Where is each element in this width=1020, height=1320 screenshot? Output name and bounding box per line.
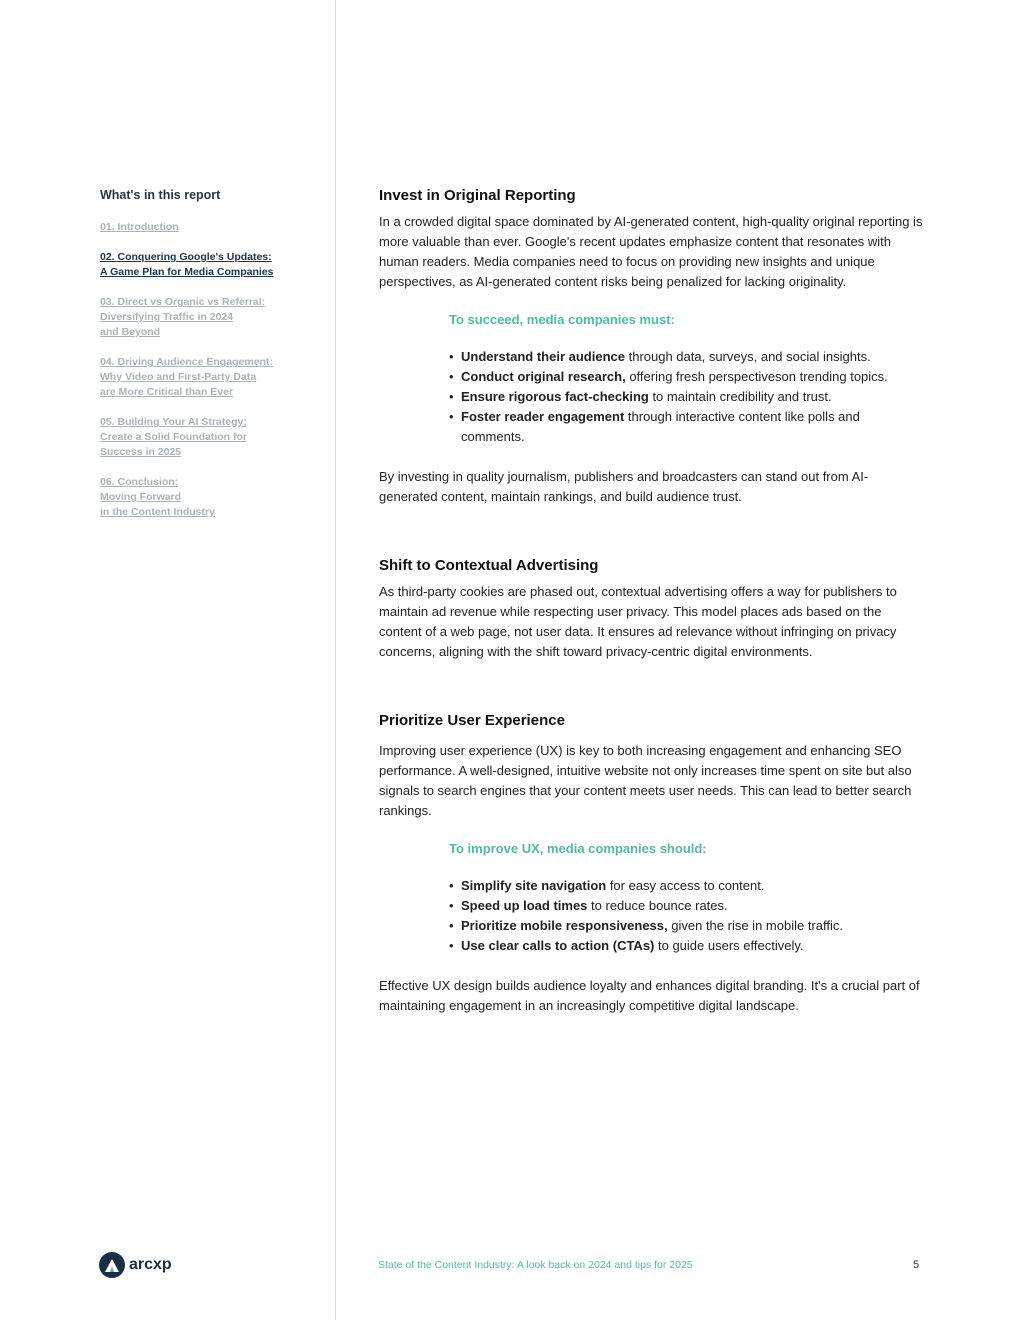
toc-link-2[interactable]: 02. Conquering Google's Updates: A Game Plan for Media Companies <box>100 251 274 278</box>
bullet-list <box>449 347 924 447</box>
list-item-text: for easy access to content. <box>606 878 765 893</box>
section-heading: Shift to Contextual Advertising <box>379 557 599 574</box>
list-item <box>449 367 924 387</box>
section-body: Improving user experience (UX) is key to both increasing engagement and enhancing SEO performance. A well-designed, intuitive website not only increases time spent on site but also signals to search engines that your content meets user needs. This can lead to better search rankings. <box>379 743 912 818</box>
list-item-bold: Speed up load times <box>461 898 588 913</box>
arcxp-logo <box>99 1252 172 1278</box>
footer-title: State of the Content Industry: A look back on 2024 and tips for 2025 <box>378 1259 693 1271</box>
toc-link-3[interactable]: 03. Direct vs Organic vs Referral: Diversifying Traffic in 2024 and Beyond <box>100 296 266 338</box>
section-closing: Effective UX design builds audience loyalty and enhances digital branding. It's a crucial part of maintaining engagement in an increasingly competitive digital landscape. <box>379 978 920 1013</box>
list-item-bold: Conduct original research, <box>461 369 626 384</box>
list-item-bold: Use clear calls to action (CTAs) <box>461 938 655 953</box>
section-closing: By investing in quality journalism, publishers and broadcasters can stand out from AI-generated content, maintain rankings, and build audience trust. <box>379 469 869 504</box>
list-item <box>449 347 924 367</box>
arcxp-logo-icon <box>99 1252 125 1278</box>
list-item-text: through data, surveys, and social insights. <box>624 349 871 364</box>
section-body: As third-party cookies are phased out, contextual advertising offers a way for publishers to maintain ad revenue while respecting user privacy. This model places ads based on the content of a web page, not user data. It ensures ad relevance without infringing on privacy concerns, aligning with the shift toward privacy-centric digital environments. <box>379 584 897 659</box>
list-item <box>449 936 924 956</box>
section-body: In a crowded digital space dominated by AI-generated content, high-quality original reporting is more valuable than ever. Google's recent updates emphasize content that resonates with human readers. Media companies need to focus on providing new insights and unique perspectives, as AI-generated content risks being penalized for lacking originality. <box>379 214 923 289</box>
section-heading: Prioritize User Experience <box>379 712 565 729</box>
logo-text: arcxp <box>129 1256 172 1273</box>
section-user-experience <box>379 712 924 1016</box>
toc-title: What's in this report <box>100 188 221 202</box>
list-item-text: offering fresh perspectiveson trending topics. <box>625 369 888 384</box>
list-item-text: through interactive content like polls and comments. <box>461 409 860 444</box>
list-intro: To succeed, media companies must: <box>449 312 675 327</box>
toc-link-5[interactable]: 05. Building Your AI Strategy: Create a Solid Foundation for Success in 2025 <box>100 416 248 458</box>
list-item <box>449 876 924 896</box>
list-item <box>449 407 924 447</box>
list-item-text: given the rise in mobile traffic. <box>667 918 843 933</box>
toc-link-1[interactable]: 01. Introduction <box>100 221 179 233</box>
table-of-contents <box>100 188 320 535</box>
list-item-bold: Ensure rigorous fact-checking <box>461 389 649 404</box>
list-item <box>449 896 924 916</box>
bullet-list <box>449 876 924 956</box>
list-item-text: to guide users effectively. <box>654 938 804 953</box>
section-original-reporting <box>379 187 924 507</box>
list-item-bold: Understand their audience <box>461 349 625 364</box>
list-item-text: to reduce bounce rates. <box>587 898 728 913</box>
list-intro: To improve UX, media companies should: <box>449 841 707 856</box>
toc-link-4[interactable]: 04. Driving Audience Engagement: Why Video and First-Party Data are More Critical than Ever <box>100 356 273 398</box>
list-item-bold: Foster reader engagement <box>461 409 625 424</box>
section-contextual-advertising <box>379 557 924 662</box>
list-item-text: to maintain credibility and trust. <box>648 389 832 404</box>
list-item <box>449 387 924 407</box>
list-item-bold: Prioritize mobile responsiveness, <box>461 918 668 933</box>
toc-link-6[interactable]: 06. Conclusion: Moving Forward in the Content Industry <box>100 476 215 518</box>
list-item <box>449 916 924 936</box>
section-heading: Invest in Original Reporting <box>379 187 576 204</box>
main-content <box>379 187 924 1016</box>
column-divider <box>335 0 336 1320</box>
list-item-bold: Simplify site navigation <box>461 878 607 893</box>
page-number: 5 <box>913 1259 920 1271</box>
